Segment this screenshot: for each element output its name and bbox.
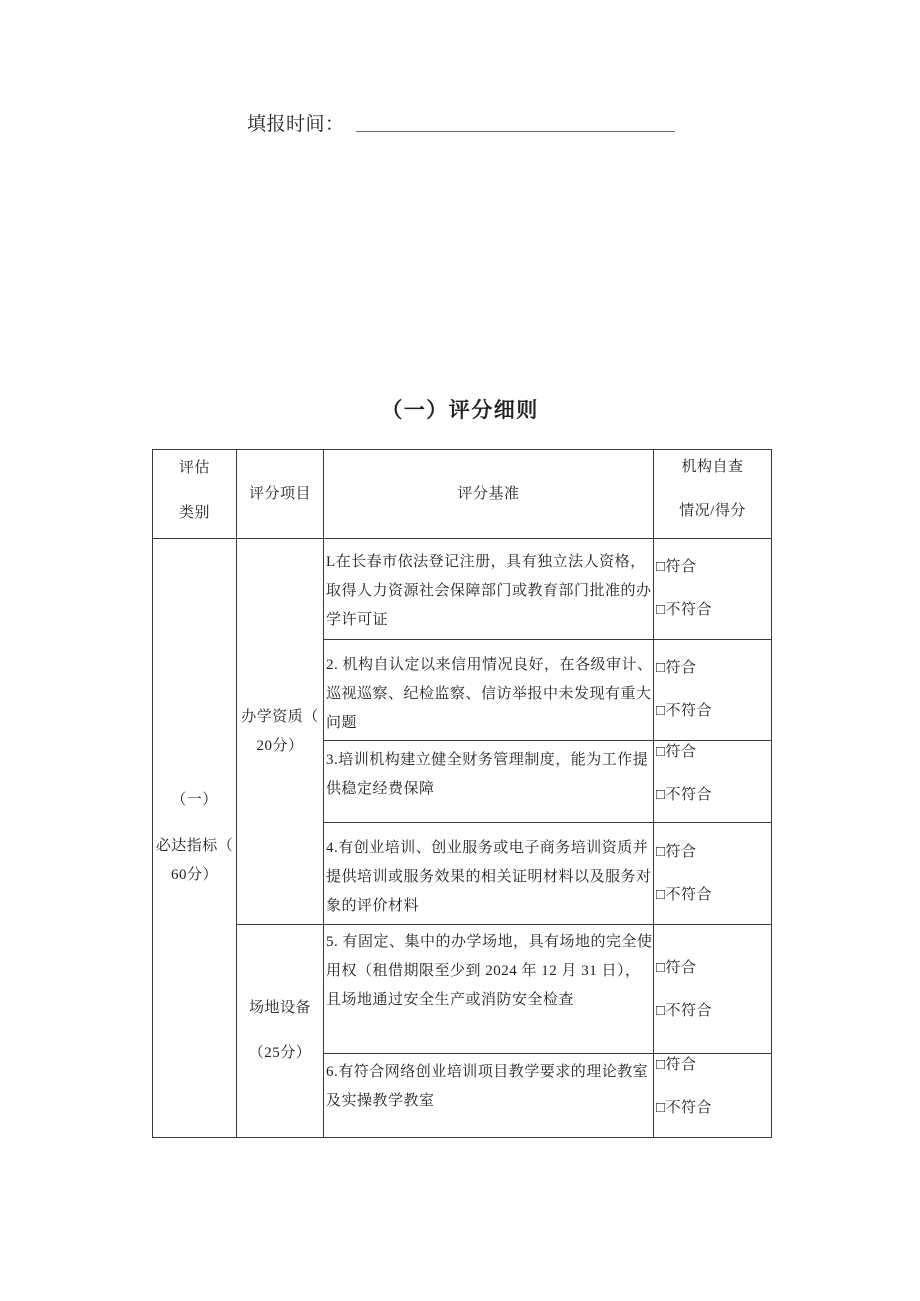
self-check-cell xyxy=(653,1053,772,1138)
criteria-line: 提供培训或服务效果的相关证明材料以及服务对 xyxy=(326,868,652,885)
criteria-cell xyxy=(323,740,654,823)
option-comply: □符合 xyxy=(656,660,697,676)
category-name: 必达指标（ xyxy=(155,838,234,854)
header-self-check-line: 情况/得分 xyxy=(679,503,746,519)
criteria-line: 问题 xyxy=(326,714,358,731)
header-category-cell xyxy=(152,449,237,539)
option-not-comply: □不符合 xyxy=(656,703,713,719)
criteria-cell xyxy=(323,822,654,925)
criteria-line: 学许可证 xyxy=(326,611,389,628)
option-not-comply: □不符合 xyxy=(656,787,713,803)
header-criteria-label: 评分基准 xyxy=(457,486,520,502)
option-comply: □符合 xyxy=(656,744,697,760)
option-comply: □符合 xyxy=(656,960,697,976)
fill-time-blank-line xyxy=(356,131,675,132)
criteria-line: 用权（租借期限至少到 2024 年 12 月 31 日）， xyxy=(326,962,641,979)
self-check-cell xyxy=(653,822,772,925)
criteria-line: 5. 有固定、集中的办学场地，具有场地的完全使 xyxy=(326,933,653,950)
item-score: 20分） xyxy=(256,737,304,754)
criteria-cell xyxy=(323,639,654,741)
criteria-line: 4.有创业培训、创业服务或电子商务培训资质并 xyxy=(326,839,649,856)
category-score: 60分） xyxy=(170,867,218,883)
scoring-table xyxy=(152,449,772,1138)
self-check-cell xyxy=(653,639,772,741)
option-not-comply: □不符合 xyxy=(656,602,713,618)
header-item-cell xyxy=(236,449,324,539)
option-not-comply: □不符合 xyxy=(656,1100,713,1116)
option-comply: □符合 xyxy=(656,559,697,575)
header-self-check-line: 机构自查 xyxy=(681,459,744,475)
category-number: （一） xyxy=(171,792,218,808)
option-comply: □符合 xyxy=(656,1057,697,1073)
option-not-comply: □不符合 xyxy=(656,1003,713,1019)
item-score: （25分） xyxy=(248,1045,312,1061)
self-check-cell xyxy=(653,538,772,640)
criteria-line: 且场地通过安全生产或消防安全检查 xyxy=(326,991,575,1008)
criteria-line: 2. 机构自认定以来信用情况良好，在各级审计、 xyxy=(326,656,653,673)
item-cell-qualification xyxy=(236,538,324,925)
item-name: 场地设备 xyxy=(248,1000,311,1016)
header-category-line: 类别 xyxy=(178,504,210,521)
criteria-line: 取得人力资源社会保障部门或教育部门批准的办 xyxy=(326,582,652,599)
fill-time-label: 填报时间： xyxy=(247,114,345,135)
criteria-line: L在长春市依法登记注册，具有独立法人资格， xyxy=(326,553,646,570)
header-item-label: 评分项目 xyxy=(248,486,311,502)
criteria-line: 6.有符合网络创业培训项目教学要求的理论教室 xyxy=(326,1063,649,1080)
criteria-line: 及实操教学教室 xyxy=(326,1092,435,1109)
criteria-cell xyxy=(323,538,654,640)
criteria-line: 象的评价材料 xyxy=(326,897,420,914)
item-cell-facilities xyxy=(236,924,324,1138)
header-criteria-cell xyxy=(323,449,654,539)
criteria-line: 3.培训机构建立健全财务管理制度，能为工作提 xyxy=(326,751,649,768)
self-check-cell xyxy=(653,740,772,823)
self-check-cell xyxy=(653,924,772,1054)
criteria-cell xyxy=(323,924,654,1054)
item-name: 办学资质（ xyxy=(241,708,319,725)
option-comply: □符合 xyxy=(656,844,697,860)
header-self-check-cell xyxy=(653,449,772,539)
section-title: （一）评分细则 xyxy=(381,398,539,422)
criteria-line: 供稳定经费保障 xyxy=(326,780,435,797)
header-category-line: 评估 xyxy=(178,459,210,476)
criteria-cell xyxy=(323,1053,654,1138)
option-not-comply: □不符合 xyxy=(656,887,713,903)
category-cell xyxy=(152,538,237,1138)
criteria-line: 巡视巡察、纪检监察、信访举报中未发现有重大 xyxy=(326,685,652,702)
